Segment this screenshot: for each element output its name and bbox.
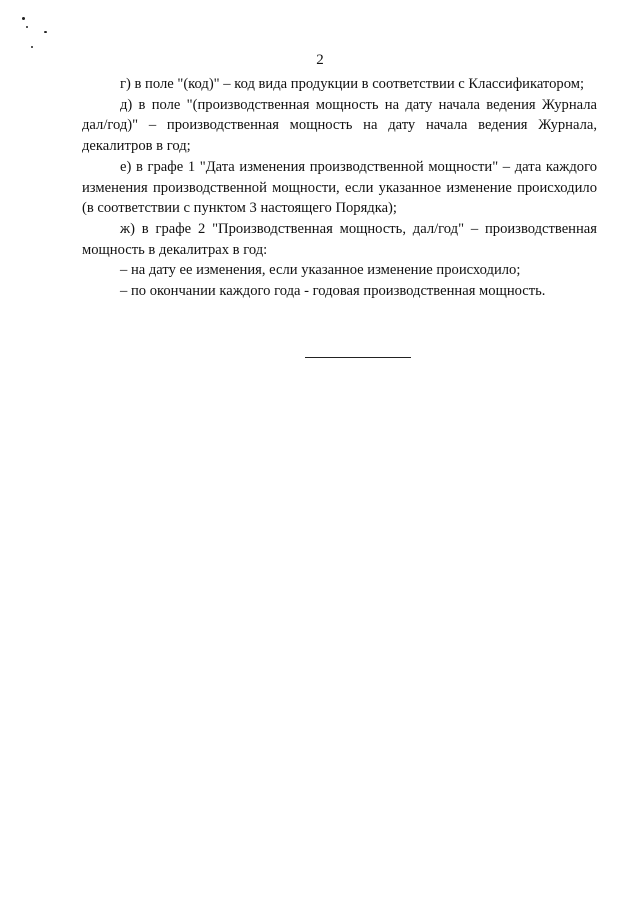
- scan-speck: [31, 46, 33, 48]
- list-item-change-date: – на дату ее изменения, если указанное изменение происходило;: [120, 262, 521, 279]
- paragraph-zh: ж) в графе 2 "Производственная мощность, дал/год" – производственная мощность в декалитрах в год:: [82, 220, 597, 258]
- closing-divider-line: [305, 357, 411, 358]
- paragraph-g: г) в поле "(код)" – код вида продукции в соответствии с Классификатором;: [120, 76, 585, 92]
- paragraph-d: д) в поле "(производственная мощность на дату начала ведения Журнала дал/год)" – производственная мощность на дату начала ведения Журнала, декалитров в год;: [82, 96, 597, 155]
- scan-speck: [26, 26, 28, 28]
- scan-speck: [22, 17, 25, 20]
- list-item-year-end: – по окончании каждого года - годовая производственная мощность.: [120, 283, 546, 300]
- paragraph-e: е) в графе 1 "Дата изменения производственной мощности" – дата каждого изменения производственной мощности, если указанное изменение происходило (в соответствии с пунктом 3 настоящего Порядка);: [82, 158, 597, 217]
- document-body: [82, 74, 597, 302]
- scan-speck: [44, 31, 47, 33]
- page-number: 2: [316, 52, 324, 68]
